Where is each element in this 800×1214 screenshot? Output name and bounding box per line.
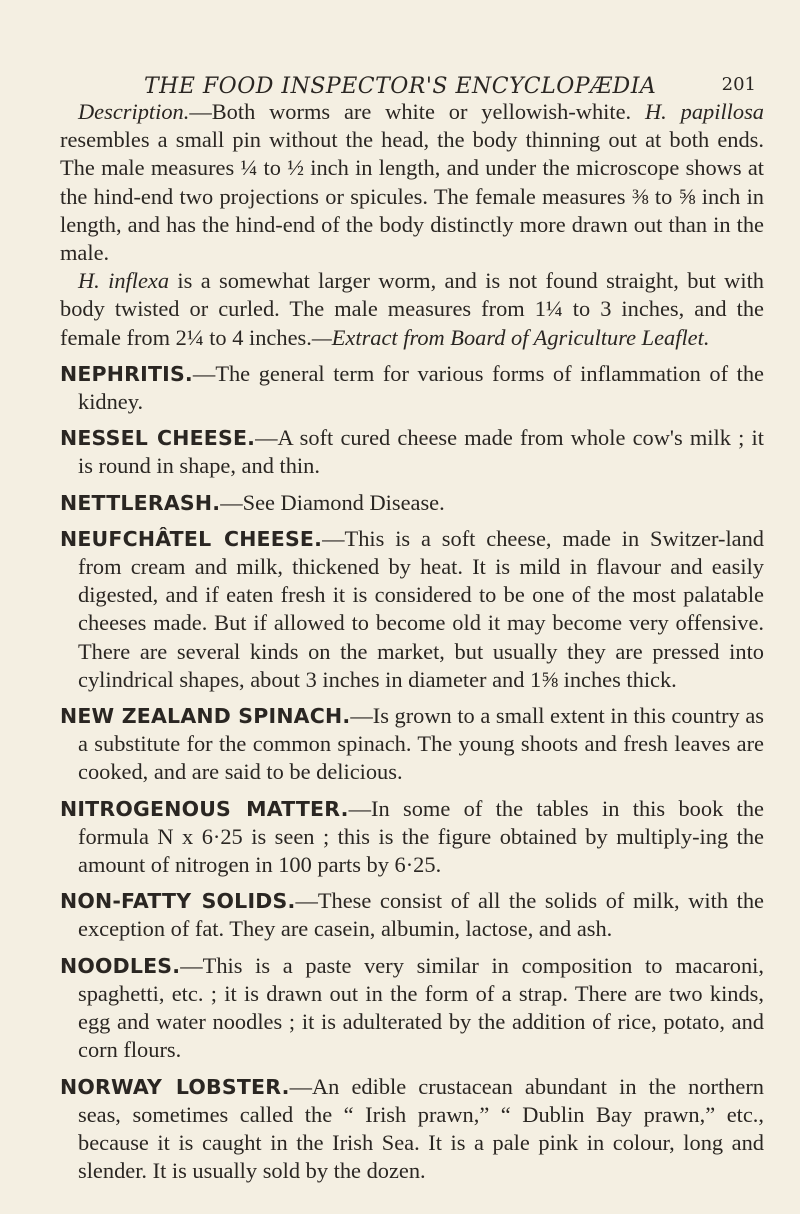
entry-text: —Is grown to a small extent in this country as a substitute for the common spinach. The young shoots and fresh leaves are cooked, and are said to be delicious. [78, 703, 764, 785]
inflexa-description: is a somewhat larger worm, and is not found straight, but with body twisted or curled. The male measures from 1¼ to 3 inches, and the female from 2¼ to 4 inches. [60, 268, 764, 350]
entry-text: —The general term for various forms of inflammation of the kidney. [78, 360, 764, 415]
entry-headword: NETTLERASH. [60, 490, 221, 515]
species-name-papillosa: H. papillosa [645, 99, 765, 124]
source-citation: —Extract from Board of Agriculture Leaflet. [311, 324, 710, 350]
page-number: 201 [721, 74, 756, 95]
entry-nettlerash [60, 489, 764, 517]
papillosa-description: resembles a small pin without the head, the body thinning out at both ends. The male measures ¼ to ½ inch in length, and under the microscope shows at the hind-end two projections or spicules. The female measures ⅜ to ⅝ inch in length, and has the hind-end of the body distinctly more drawn out than in the male. [60, 127, 764, 266]
entry-headword: NON-FATTY SOLIDS. [60, 889, 296, 914]
entry-nephritis [60, 360, 764, 416]
entry-text: —These consist of all the solids of milk, with the exception of fat. They are casein, albumin, lactose, and ash. [78, 888, 764, 942]
running-head: THE FOOD INSPECTOR'S ENCYCLOPÆDIA [144, 74, 657, 99]
entry-headword: NITROGENOUS MATTER. [60, 796, 349, 821]
entry-neufchatel-cheese [60, 525, 764, 694]
entry-norway-lobster [60, 1073, 764, 1186]
entry-text: —This is a paste very similar in composition to macaroni, spaghetti, etc. ; it is drawn out in the form of a strap. There are two kinds, egg and water noodles ; it is adulterated by the addition of rice, potato, and corn flours. [78, 952, 764, 1063]
species-name-inflexa: H. inflexa [78, 268, 170, 294]
entry-headword: NEW ZEALAND SPINACH. [60, 704, 351, 729]
description-label: Description. [78, 99, 190, 124]
entry-text: —In some of the tables in this book the formula N x 6·25 is seen ; this is the figure obtained by multiply-ing the amount of nitrogen in 100 parts by 6·25. [78, 795, 764, 878]
entry-text: —A soft cured cheese made from whole cow's milk ; it is round in shape, and thin. [78, 425, 764, 479]
entry-text: —See Diamond Disease. [220, 489, 445, 515]
entry-non-fatty-solids [60, 887, 764, 943]
entry-nitrogenous-matter [60, 795, 764, 880]
entry-text: —This is a soft cheese, made in Switzer-land from cream and milk, thickened by heat. It is mild in flavour and easily digested, and if eaten fresh it is considered to be one of the most palatable cheeses made. But if allowed to become old it may become very offensive. There are several kinds on the market, but usually they are pressed into cylindrical shapes, about 3 inches in diameter and 1⅝ inches thick. [78, 525, 764, 692]
entry-noodles [60, 952, 764, 1065]
page-body [60, 98, 764, 1185]
entry-headword: NEPHRITIS. [60, 361, 193, 386]
entry-headword: NESSEL CHEESE. [60, 426, 256, 451]
description-text: —Both worms are white or yellowish-white. [189, 99, 646, 124]
entry-new-zealand-spinach [60, 702, 764, 787]
description-paragraph [60, 98, 764, 267]
entry-text: —An edible crustacean abundant in the northern seas, sometimes called the “ Irish prawn,” “ Dublin Bay prawn,” etc., because it is caught in the Irish Sea. It is a pale pink in colour, long and slender. It is usually sold by the dozen. [78, 1073, 764, 1184]
entry-headword: NORWAY LOBSTER. [60, 1074, 290, 1099]
entry-nessel-cheese [60, 424, 764, 480]
page-header [60, 58, 764, 98]
entry-headword: NEUFCHÂTEL CHEESE. [60, 526, 323, 551]
inflexa-paragraph [60, 267, 764, 352]
entry-headword: NOODLES. [60, 953, 181, 978]
